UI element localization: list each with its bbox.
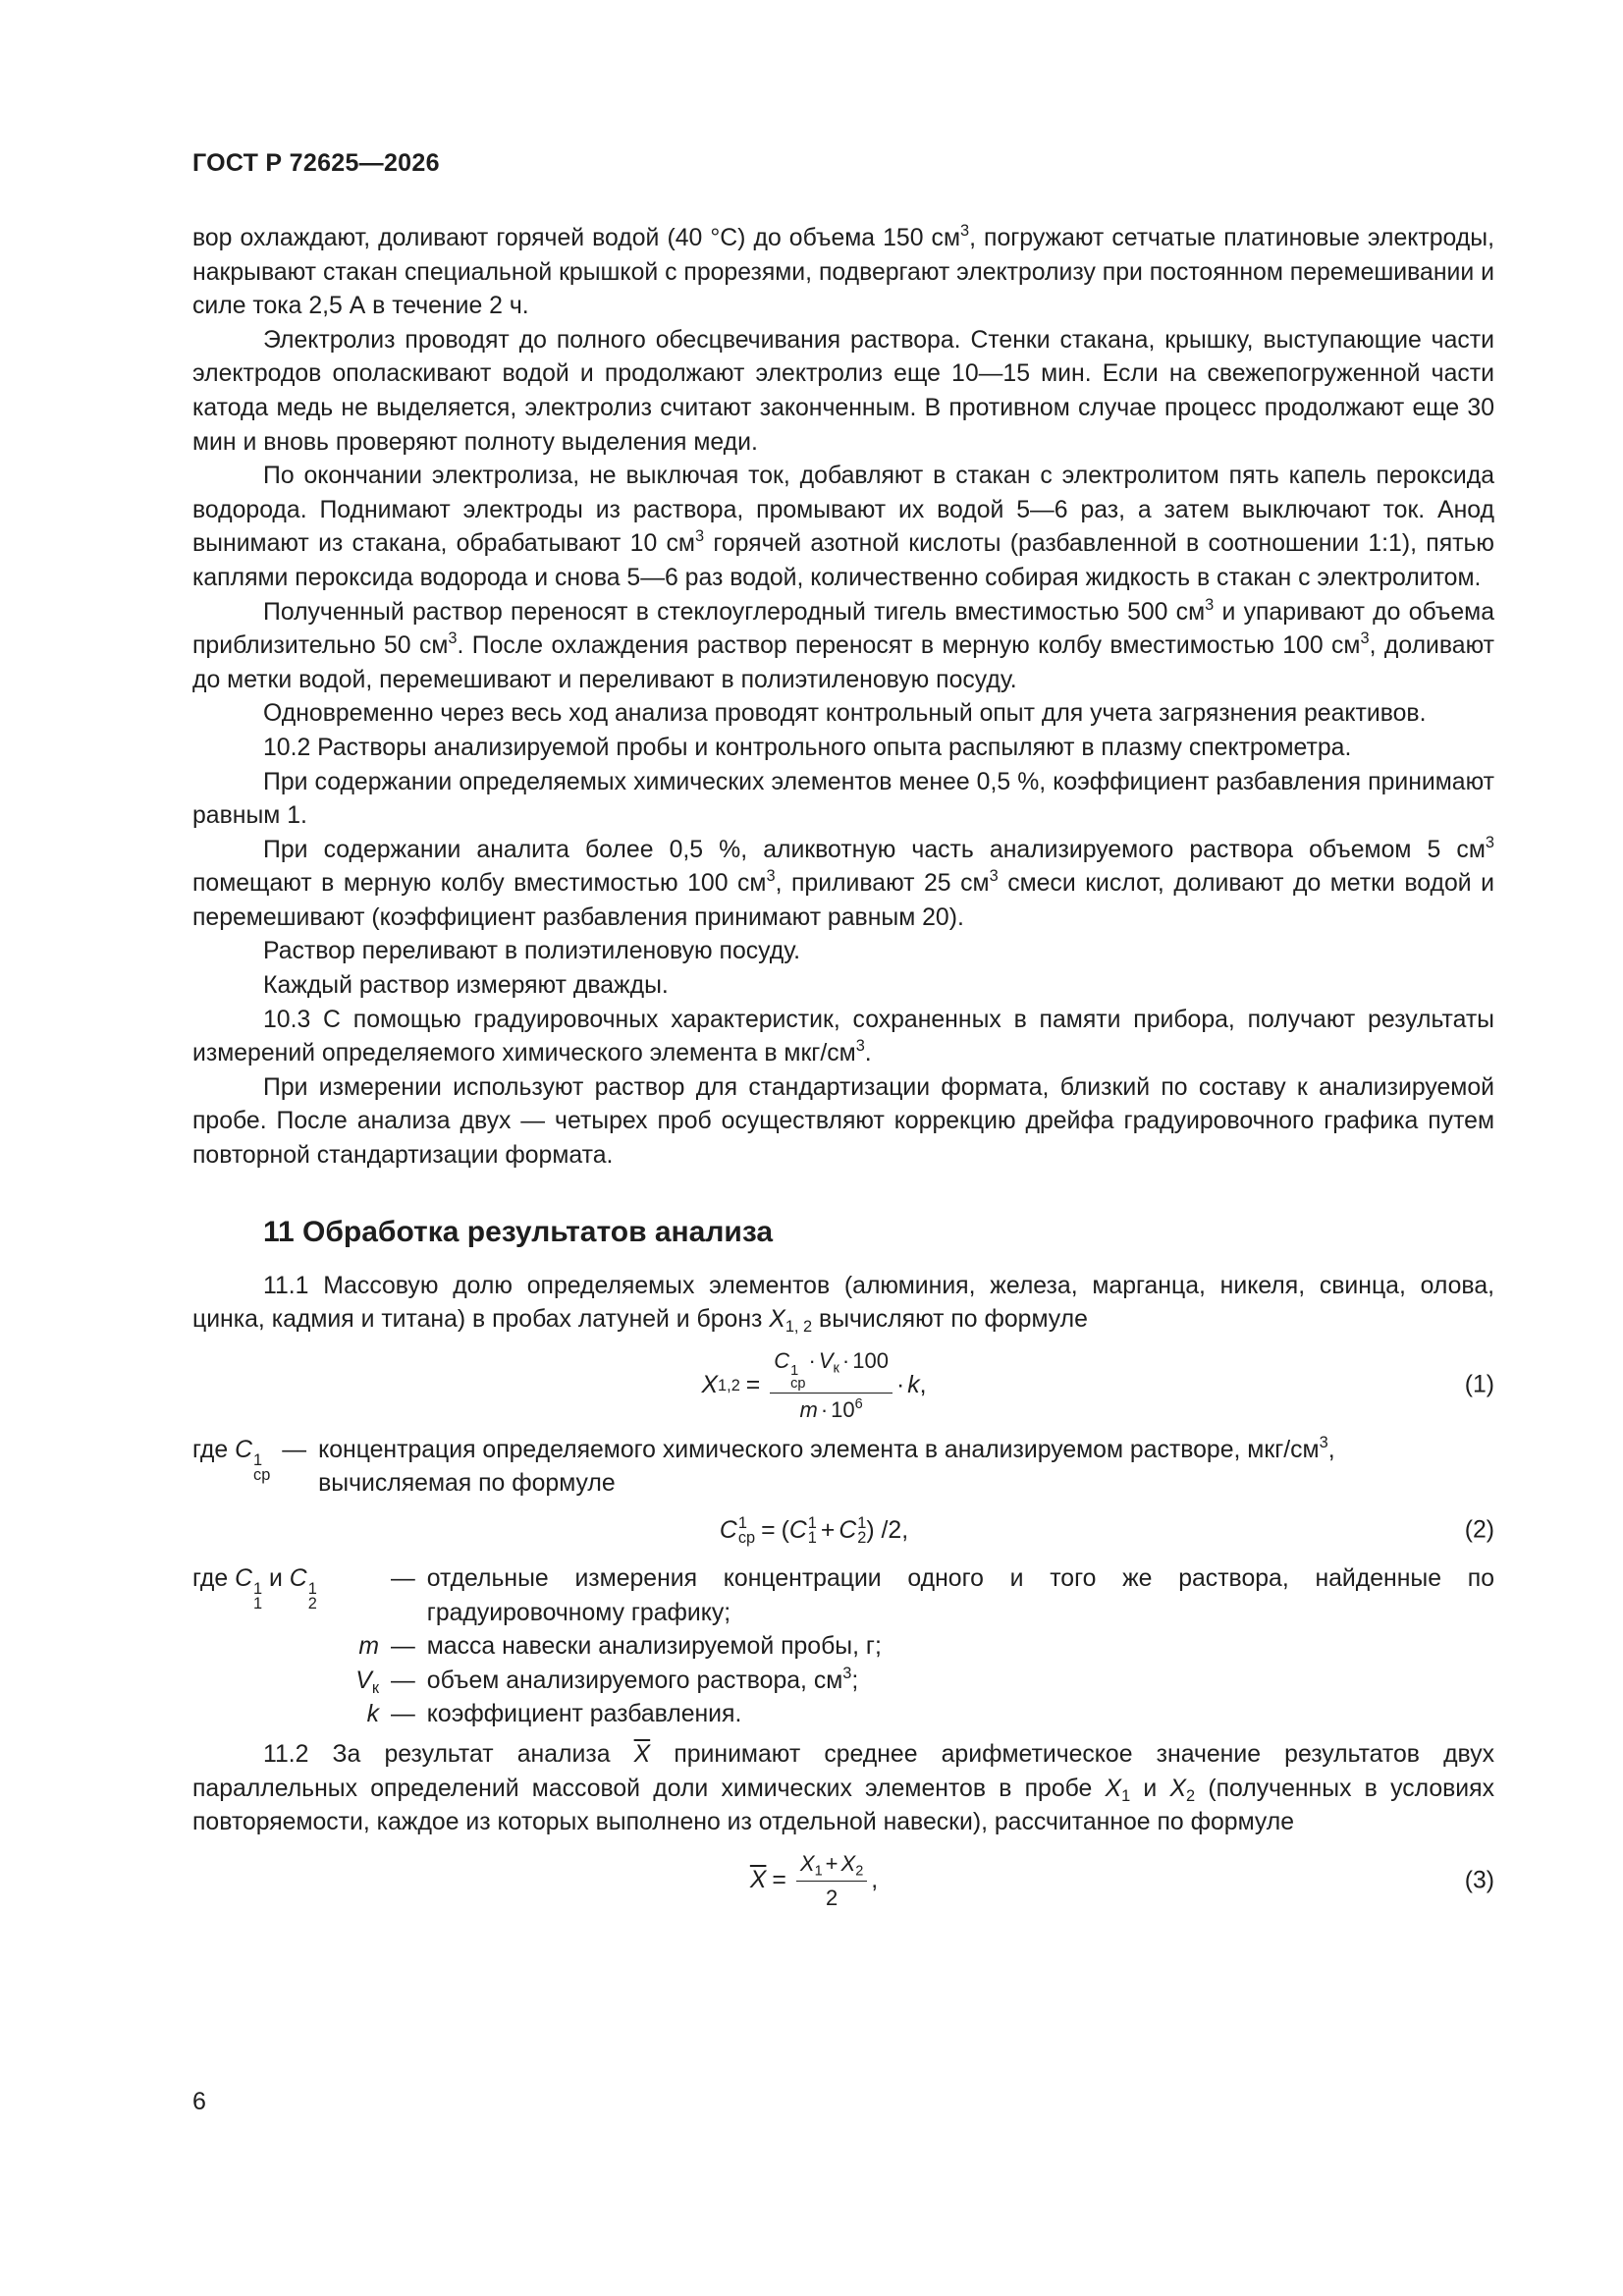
paragraph: По окончании электролиза, не выключая ток, добавляют в стакан с электролитом пять капель пероксида водорода. Поднимают электроды из раствора, промывают их водой 5—6 раз, а затем выключают ток. Анод вынимают из стакана, обрабатывают 10 $см^3$ горячей азотной кислоты (разбавленной в соотношении 1:1), пятью каплями пероксида водорода и снова 5—6 раз водой, количественно собирая жидкость в стакан с электролитом. <box>192 463 1494 591</box>
paragraph: 10.2 Растворы анализируемой пробы и контрольного опыта распыляют в плазму спектрометра. <box>263 734 1352 761</box>
section-heading: 11 Обработка результатов анализа <box>263 1215 774 1248</box>
formula-2: C 1 ср = ( C 1 1 + C 1 2 ) /2, (2) <box>719 1514 1494 1547</box>
paragraph: Полученный раствор переносят в стеклоуглеродный тигель вместимостью 500 $см^3$ и упаривают до объема приблизительно 50 $см^3$. После охлаждения раствор переносят в мерную колбу вместимостью 100 $см^3$, доливают до метки водой, перемешивают и переливают в полиэтиленовую посуду. <box>192 595 1494 693</box>
paragraph: Электролиз проводят до полного обесцвечивания раствора. Стенки стакана, крышку, выступающие части электродов ополаскивают водой и продолжают электролиз еще 10—15 мин. Если на свежепогруженной части катода медь не выделяется, электролиз считают законченным. В противном случае процесс продолжают еще 30 мин и вновь проверяют полноту выделения меди. <box>192 326 1494 456</box>
paragraph: Раствор переливают в полиэтиленовую посуду. <box>263 938 801 965</box>
fraction: C 1 ср · $V_к \cdot 100$ $m \cdot 10^6$ <box>770 1346 893 1425</box>
paragraph: Каждый раствор измеряют дважды. <box>263 972 669 1000</box>
paragraph: Одновременно через весь ход анализа проводят контрольный опыт для учета загрязнения реактивов. <box>263 700 1427 728</box>
where-row: где C 1 ср — концентрация определяемого химического элемента в анализируемом растворе, мкг/$см^3$, вычисляемая по формуле <box>192 1433 1335 1498</box>
formula-1: X 1,2 = C 1 ср · $V_к \cdot 100$ $m \cdot 10^6$ · k , (1) <box>192 1343 1494 1428</box>
page-number: 6 <box>192 2088 206 2115</box>
equation-number: (2) <box>1464 1516 1494 1544</box>
paragraph: 11.1 Массовую долю определяемых элементов (алюминия, железа, марганца, никеля, свинца, олова, цинка, кадмия и титана) в пробах латуней и бронз $X_{1, 2}$ вычисляют по формуле <box>192 1272 1494 1337</box>
where-row: k — коэффициент разбавления. <box>366 1701 742 1728</box>
equation-number: (1) <box>1464 1371 1494 1398</box>
equation-number: (3) <box>1464 1867 1494 1894</box>
paragraph: При содержании аналита более 0,5 %, аликвотную часть анализируемого раствора объемом 5 $см^3$ помещают в мерную колбу вместимостью 100 $см^3$, приливают 25 $см^3$ смеси кислот, доливают до метки водой и перемешивают (коэффициент разбавления принимают равным 20). <box>192 833 1494 931</box>
document-header: ГОСТ Р 72625—2026 <box>192 149 440 177</box>
where-row: m — масса навески анализируемой пробы, г; <box>358 1633 882 1661</box>
paragraph: 10.3 С помощью градуировочных характеристик, сохраненных в памяти прибора, получают результаты измерений определяемого химического элемента в мкг/$см^3$. <box>192 1006 1494 1067</box>
paragraph: При измерении используют раствор для стандартизации формата, близкий по составу к анализируемой пробе. После анализа двух — четырех проб осуществляют коррекцию дрейфа градуировочного графика путем повторной стандартизации формата. <box>192 1073 1494 1170</box>
paragraph: вор охлаждают, доливают горячей водой (40 °С) до объема 150 $см^3$, погружают сетчатые платиновые электроды, накрывают стакан специальной крышкой с прорезями, подвергают электролизу при постоянном перемешивании и силе тока 2,5 А в течение 2 ч. <box>192 221 1494 320</box>
formula-3: $\overline{X}$ = $\frac{X_1 + X_2}{2}$ , (3) <box>192 1846 1494 1917</box>
where-row: где C 1 1 и C 1 2 — отдельные измерения концентрации одного и того же раствора, найденные по градуировочному графику; <box>192 1565 1494 1626</box>
paragraph: 11.2 За результат анализа $\overline{X}$ принимают среднее арифметическое значение результатов двух параллельных определений массовой доли химических элементов в пробе $X_1$ и $X_2$ (полученных в условиях повторяемости, каждое из которых выполнено из отдельной навески), рассчитанное по формуле <box>192 1740 1494 1836</box>
document-body <box>192 222 1494 1923</box>
fraction: $\frac{X_1 + X_2}{2}$ <box>796 1849 867 1913</box>
where-row: $V_к$ — объем анализируемого раствора, $см^3$; <box>355 1664 859 1697</box>
paragraph: При содержании определяемых химических элементов менее 0,5 %, коэффициент разбавления принимают равным 1. <box>192 768 1494 830</box>
